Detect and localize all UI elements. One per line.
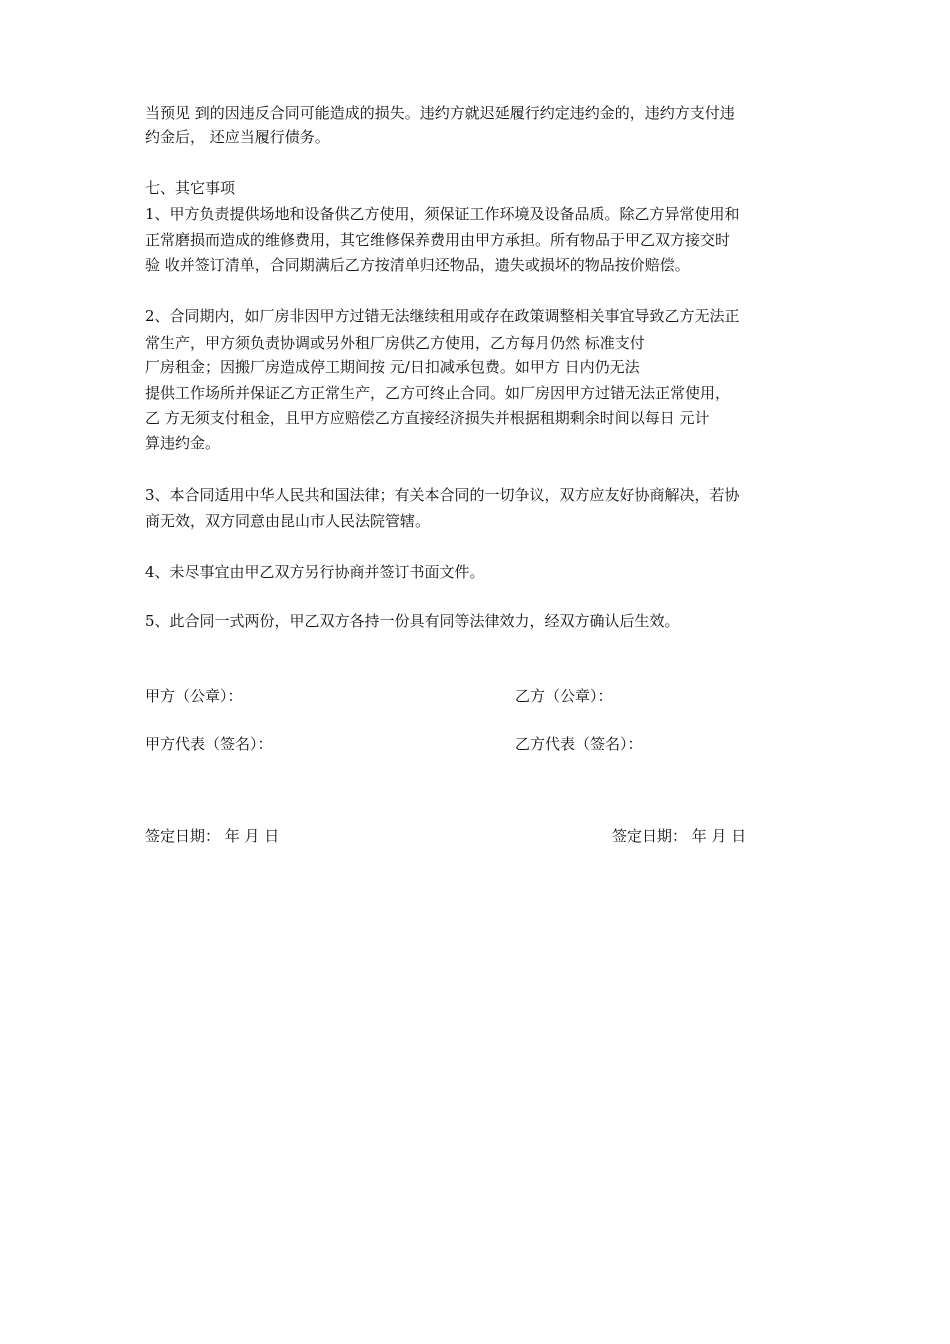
item2-line-4: 提供工作场所并保证乙方正常生产，乙方可终止合同。如厂房因甲方过错无法正常使用，: [145, 384, 731, 402]
item1-line-3: 验 收并签订清单，合同期满后乙方按清单归还物品，遗失或损坏的物品按价赔偿。: [145, 256, 690, 274]
item1-line-1: 1、甲方负责提供场地和设备供乙方使用，须保证工作环境及设备品质。除乙方异常使用和: [145, 205, 740, 223]
party-b-date-label: 签定日期： 年 月 日: [612, 827, 747, 845]
party-a-seal-label: 甲方（公章）：: [145, 687, 243, 705]
item4-line: 4、未尽事宜由甲乙双方另行协商并签订书面文件。: [145, 563, 485, 581]
item2-line-2: 常生产，甲方须负责协调或另外租厂房供乙方使用，乙方每月仍然 标准支付: [145, 334, 645, 352]
item2-line-6: 算违约金。: [145, 434, 221, 452]
item2-line-3: 厂房租金；因搬厂房造成停工期间按 元/日扣减承包费。如甲方 日内仍无法: [145, 358, 640, 376]
carryover-line-1: 当预见 到的因违反合同可能造成的损失。违约方就迟延履行约定违约金的，违约方支付违: [145, 104, 735, 122]
carryover-line-2: 约金后， 还应当履行债务。: [145, 128, 330, 146]
item2-line-5: 乙 方无须支付租金，且甲方应赔偿乙方直接经济损失并根据租期剩余时间以每日 元计: [145, 409, 710, 427]
party-b-seal-label: 乙方（公章）：: [515, 687, 613, 705]
party-b-rep-label: 乙方代表（签名）：: [515, 735, 643, 753]
item3-line-1: 3、本合同适用中华人民共和国法律；有关本合同的一切争议，双方应友好协商解决，若协: [145, 486, 740, 504]
item1-line-2: 正常磨损而造成的维修费用，其它维修保养费用由甲方承担。所有物品于甲乙双方接交时: [145, 231, 731, 249]
item5-line: 5、此合同一式两份，甲乙双方各持一份具有同等法律效力，经双方确认后生效。: [145, 612, 680, 630]
party-a-rep-label: 甲方代表（签名）：: [145, 735, 273, 753]
party-a-date-label: 签定日期： 年 月 日: [145, 827, 280, 845]
item2-line-1: 2、合同期内，如厂房非因甲方过错无法继续租用或存在政策调整相关事宜导致乙方无法正: [145, 307, 740, 325]
item3-line-2: 商无效，双方同意由昆山市人民法院管辖。: [145, 512, 431, 530]
section-title: 七、其它事项: [145, 179, 236, 197]
